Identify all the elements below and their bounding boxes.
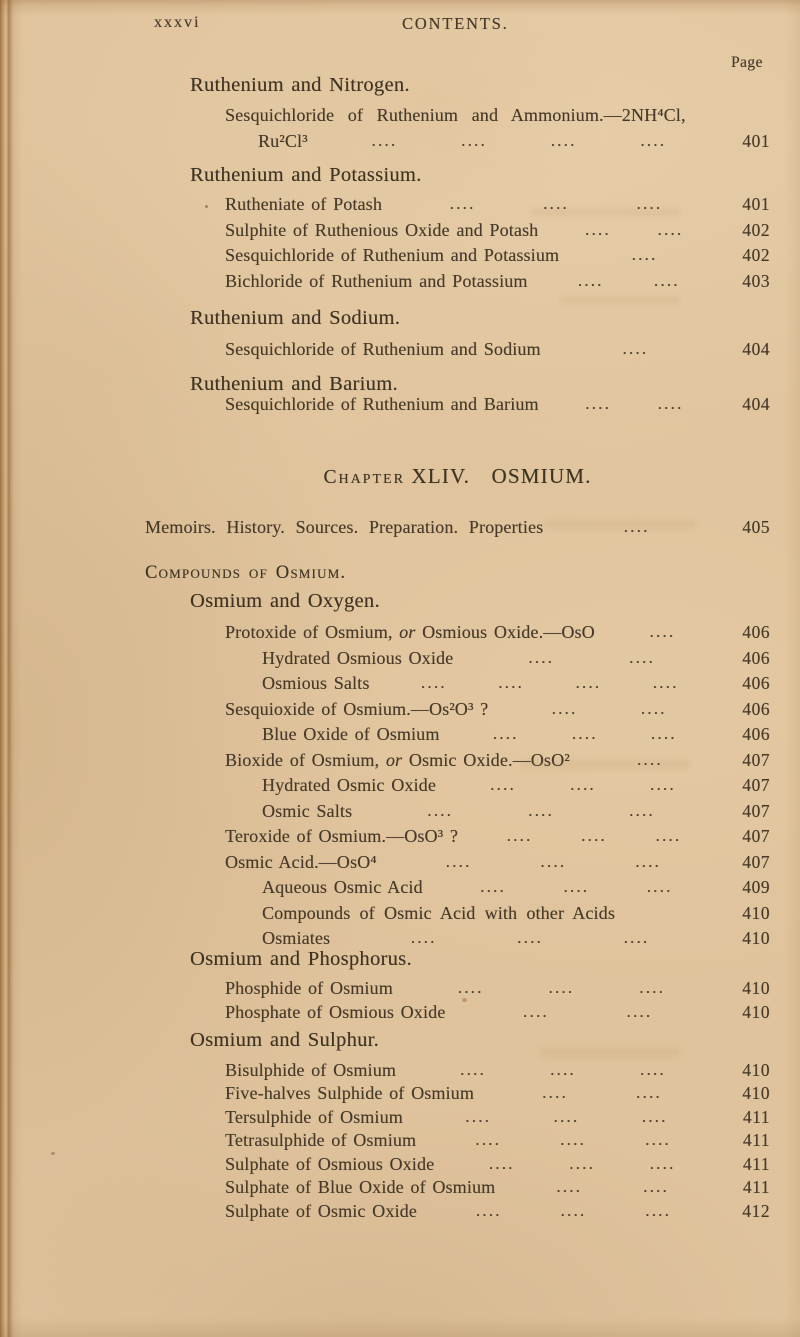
entry-page-number: 411 bbox=[742, 1177, 770, 1197]
entry-page-number: 406 bbox=[742, 699, 770, 719]
dot-leader: .... .... bbox=[585, 394, 684, 413]
entry-page-number: 410 bbox=[742, 1083, 770, 1103]
section-heading-ruthenium-barium: Ruthenium and Barium. bbox=[190, 373, 398, 395]
toc-entry bbox=[225, 218, 770, 243]
dot-leader: .... .... .... bbox=[475, 1201, 672, 1220]
entry-label: Five-halves Sulphide of Osmium bbox=[225, 1083, 474, 1103]
toc-entry bbox=[225, 269, 770, 294]
entry-page-number: 407 bbox=[742, 826, 770, 846]
entry-page-number: 411 bbox=[742, 1107, 770, 1127]
toc-entry bbox=[225, 620, 770, 645]
entry-label: Teroxide of Osmium.—OsO³ ? bbox=[225, 826, 459, 846]
entry-page-number: 411 bbox=[742, 1154, 770, 1174]
dot-leader: .... .... .... bbox=[490, 775, 676, 794]
toc-entry bbox=[262, 773, 770, 798]
dot-leader: .... .... .... bbox=[445, 852, 662, 871]
entry-label: Blue Oxide of Osmium bbox=[262, 724, 440, 744]
entry-label: Osmiates bbox=[262, 928, 331, 948]
page-column-label: Page bbox=[731, 54, 763, 71]
entry-page-number: 410 bbox=[742, 928, 770, 948]
entry-page-number: 410 bbox=[742, 1060, 770, 1080]
toc-entry bbox=[225, 103, 770, 127]
dot-leader: .... .... .... bbox=[460, 1060, 666, 1079]
entry-label: Aqueous Osmic Acid bbox=[262, 877, 423, 897]
toc-entry bbox=[225, 1128, 770, 1153]
entry-page-number: 407 bbox=[742, 775, 770, 795]
entry-page-number: 402 bbox=[742, 220, 770, 240]
entry-label: Osmic Acid.—OsO⁴ bbox=[225, 852, 377, 872]
toc-entry bbox=[225, 850, 770, 875]
dot-leader: .... .... .... .... bbox=[420, 673, 679, 692]
entry-page-number: 410 bbox=[742, 903, 770, 923]
dot-leader: .... .... .... bbox=[410, 928, 650, 947]
entry-label: Phosphide of Osmium bbox=[225, 978, 393, 998]
toc-entry bbox=[225, 1081, 770, 1106]
section-heading-ruthenium-potassium: Ruthenium and Potassium. bbox=[190, 164, 422, 186]
entry-label: Rutheniate of Potash bbox=[225, 194, 382, 214]
toc-entry bbox=[225, 1199, 770, 1224]
entry-label: Sesquichloride of Ruthenium and Potassium bbox=[225, 245, 560, 265]
entry-label: Osmious Salts bbox=[262, 673, 370, 693]
show-through-mark bbox=[545, 520, 695, 529]
toc-entry bbox=[262, 722, 770, 747]
show-through-mark bbox=[520, 760, 690, 769]
entry-label: Sesquichloride of Ruthenium and Sodium bbox=[225, 339, 541, 359]
dot-leader: .... .... bbox=[585, 220, 684, 239]
toc-entry bbox=[262, 875, 770, 900]
entry-formula: Ru²Cl³ bbox=[258, 131, 308, 151]
entry-label: Hydrated Osmic Oxide bbox=[262, 775, 436, 795]
paper-speck bbox=[51, 1152, 55, 1155]
paper-speck bbox=[205, 205, 208, 208]
dot-leader: .... .... bbox=[542, 1083, 662, 1102]
entry-page-number: 411 bbox=[742, 1130, 770, 1150]
toc-entry bbox=[262, 901, 770, 925]
dot-leader: .... .... bbox=[523, 1002, 653, 1021]
toc-entry bbox=[225, 697, 770, 722]
dot-leader: .... .... .... bbox=[506, 826, 682, 845]
show-through-mark bbox=[540, 1048, 680, 1057]
toc-entry bbox=[225, 1175, 770, 1200]
dot-leader: .... .... bbox=[551, 699, 667, 718]
entry-label: Tersulphide of Osmium bbox=[225, 1107, 403, 1127]
dot-leader: .... .... .... bbox=[449, 194, 663, 213]
entry-label: Hydrated Osmious Oxide bbox=[262, 648, 454, 668]
entry-label: Bisulphide of Osmium bbox=[225, 1060, 397, 1080]
entry-label: Sulphate of Osmious Oxide bbox=[225, 1154, 435, 1174]
entry-label: Protoxide of Osmium, or Osmious Oxide.—OsO bbox=[225, 622, 595, 642]
entry-page-number: 406 bbox=[742, 648, 770, 668]
chapter-word: Chapter bbox=[323, 467, 405, 488]
dot-leader: .... .... bbox=[577, 271, 680, 290]
entry-page-number: 407 bbox=[742, 801, 770, 821]
section-heading-ruthenium-nitrogen: Ruthenium and Nitrogen. bbox=[190, 74, 410, 96]
entry-label: Sesquichloride of Ruthenium and Ammonium.—2NH⁴Cl, bbox=[225, 105, 686, 125]
toc-entry bbox=[262, 799, 770, 824]
entry-page-number: 410 bbox=[742, 978, 770, 998]
toc-entry bbox=[225, 192, 770, 217]
dot-leader: .... .... bbox=[556, 1177, 669, 1196]
dot-leader: .... bbox=[622, 339, 649, 358]
toc-entry bbox=[225, 1000, 770, 1025]
entry-label: Sulphate of Blue Oxide of Osmium bbox=[225, 1177, 496, 1197]
entry-page-number: 401 bbox=[742, 194, 770, 214]
section-heading-ruthenium-sodium: Ruthenium and Sodium. bbox=[190, 307, 401, 329]
paper-speck bbox=[462, 998, 467, 1002]
dot-leader: .... .... .... bbox=[475, 1130, 671, 1149]
entry-label: Osmic Salts bbox=[262, 801, 353, 821]
entry-page-number: 409 bbox=[742, 877, 770, 897]
toc-entry bbox=[262, 646, 770, 671]
entry-page-number: 404 bbox=[742, 394, 770, 414]
entry-page-number: 406 bbox=[742, 622, 770, 642]
dot-leader: .... bbox=[623, 517, 650, 536]
section-heading-osmium-phosphorus: Osmium and Phosphorus. bbox=[190, 948, 412, 970]
entry-label: Phosphate of Osmious Oxide bbox=[225, 1002, 446, 1022]
running-head-title: CONTENTS. bbox=[402, 14, 509, 33]
toc-entry bbox=[225, 824, 770, 849]
toc-entry bbox=[225, 243, 770, 268]
entry-page-number: 412 bbox=[742, 1201, 770, 1221]
entry-page-number: 402 bbox=[742, 245, 770, 265]
dot-leader: .... .... .... bbox=[492, 724, 677, 743]
toc-entry bbox=[225, 337, 770, 362]
toc-entry bbox=[225, 1152, 770, 1177]
toc-entry bbox=[262, 671, 770, 696]
entry-label: Memoirs. History. Sources. Preparation. Properties bbox=[145, 517, 544, 537]
entry-page-number: 410 bbox=[742, 1002, 770, 1022]
dot-leader: .... bbox=[636, 750, 663, 769]
entry-page-number: 401 bbox=[742, 131, 770, 151]
entry-page-number: 407 bbox=[742, 852, 770, 872]
chapter-title: OSMIUM. bbox=[491, 464, 592, 488]
dot-leader: .... bbox=[649, 622, 676, 641]
entry-page-number: 406 bbox=[742, 673, 770, 693]
dot-leader: .... .... .... bbox=[465, 1107, 668, 1126]
entry-page-number: 405 bbox=[742, 517, 770, 537]
entry-page-number: 406 bbox=[742, 724, 770, 744]
toc-entry bbox=[225, 1058, 770, 1083]
toc-entry bbox=[225, 392, 770, 417]
dot-leader: .... .... .... bbox=[427, 801, 655, 820]
chapter-heading bbox=[145, 464, 770, 489]
entry-label: Sesquichloride of Ruthenium and Barium bbox=[225, 394, 539, 414]
entry-page-number: 403 bbox=[742, 271, 770, 291]
toc-entry-continuation bbox=[258, 129, 770, 154]
dot-leader: .... .... .... bbox=[480, 877, 673, 896]
chapter-number: XLIV. bbox=[411, 464, 471, 488]
dot-leader: .... .... .... bbox=[488, 1154, 676, 1173]
entry-label: Tetrasulphide of Osmium bbox=[225, 1130, 417, 1150]
entry-page-number: 407 bbox=[742, 750, 770, 770]
entry-label: Sulphate of Osmic Oxide bbox=[225, 1201, 417, 1221]
dot-leader: .... bbox=[631, 245, 658, 264]
compounds-of-osmium-heading: Compounds of Osmium. bbox=[145, 563, 347, 583]
entry-label: Bioxide of Osmium, or Osmic Oxide.—OsO² bbox=[225, 750, 570, 770]
dot-leader: .... .... .... bbox=[457, 978, 666, 997]
entry-page-number: 404 bbox=[742, 339, 770, 359]
entry-label: Compounds of Osmic Acid with other Acids bbox=[262, 903, 615, 923]
section-heading-osmium-oxygen: Osmium and Oxygen. bbox=[190, 590, 380, 612]
toc-entry bbox=[225, 1105, 770, 1130]
entry-label: Sulphite of Ruthenious Oxide and Potash bbox=[225, 220, 539, 240]
dot-leader: .... .... .... .... bbox=[371, 131, 667, 150]
show-through-mark bbox=[530, 208, 680, 217]
entry-label: Sesquioxide of Osmium.—Os²O³ ? bbox=[225, 699, 489, 719]
folio-number: xxxvi bbox=[154, 14, 201, 31]
toc-entry bbox=[225, 976, 770, 1001]
dot-leader: .... .... bbox=[528, 648, 655, 667]
section-heading-osmium-sulphur: Osmium and Sulphur. bbox=[190, 1029, 380, 1051]
entry-label: Bichloride of Ruthenium and Potassium bbox=[225, 271, 528, 291]
show-through-mark bbox=[560, 296, 680, 305]
